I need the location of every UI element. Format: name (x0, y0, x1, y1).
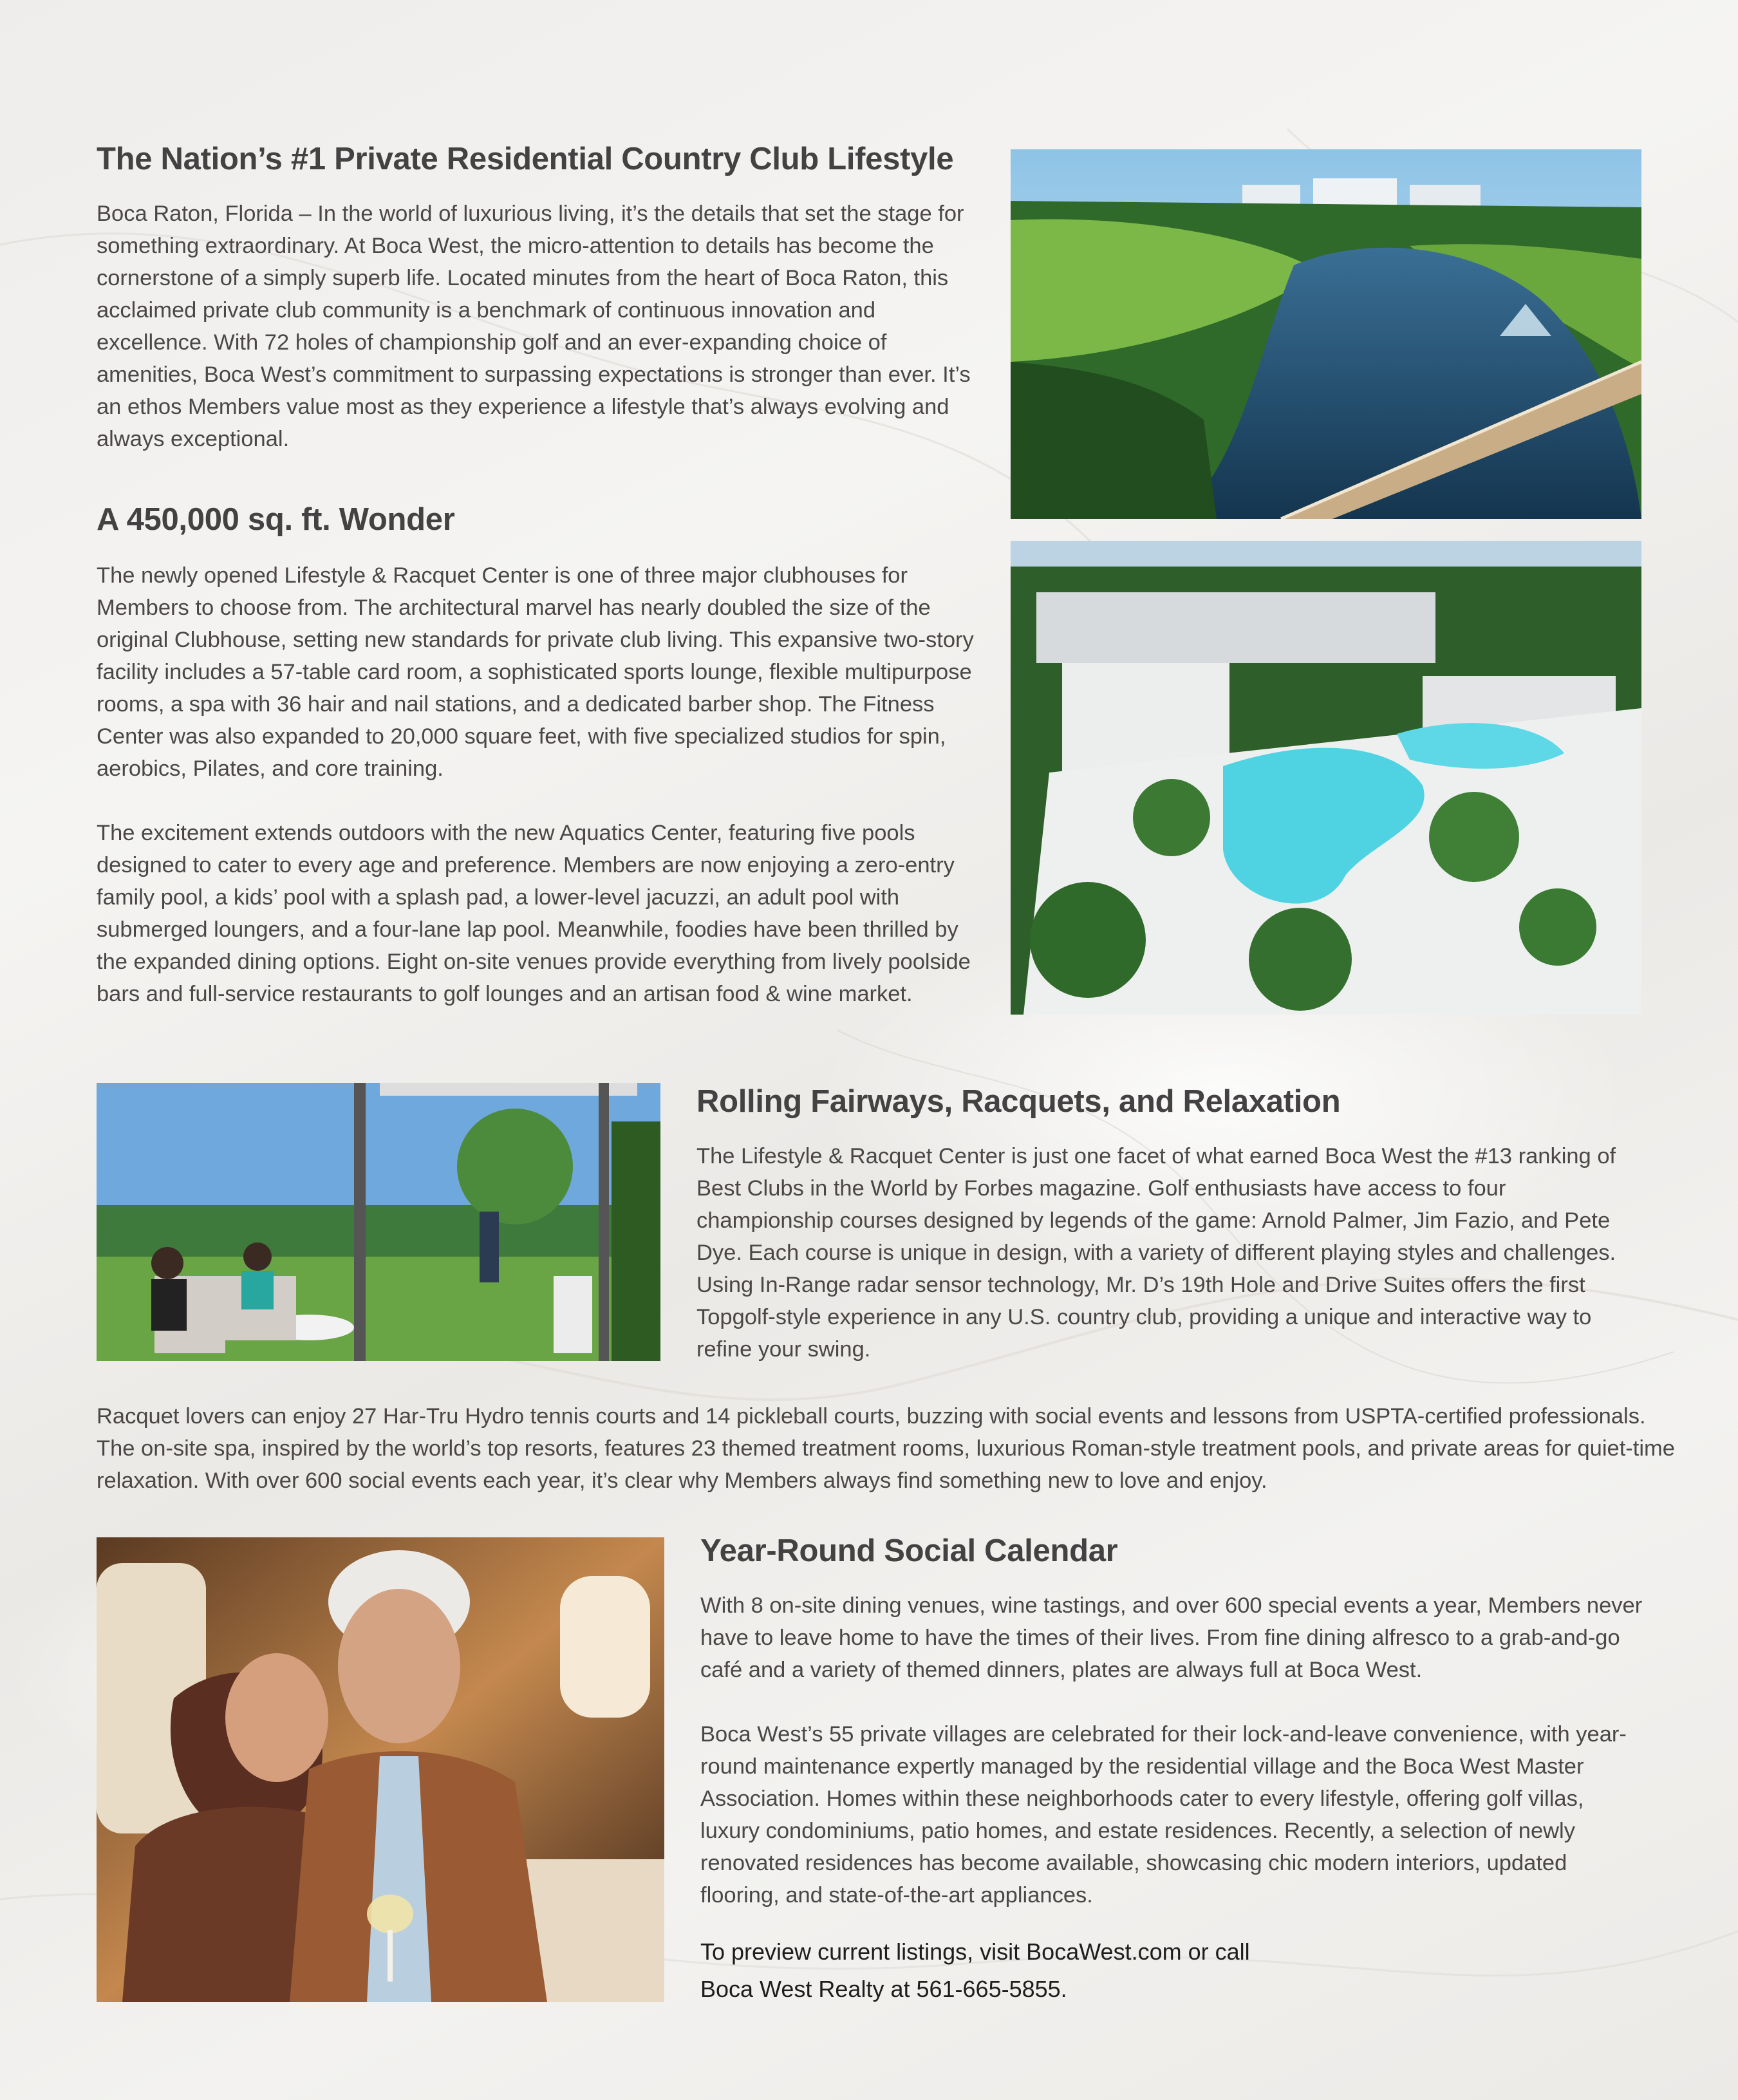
intro-heading: The Nation’s #1 Private Residential Country Club Lifestyle (97, 142, 954, 176)
wonder-paragraph-1: The newly opened Lifestyle & Racquet Center is one of three major clubhouses for Members to choose from. The architectural marvel has nearly doubled the size of the original Clubhouse, setting new standards for private club living. This expansive two-story facility includes a 57-table card room, a sophisticated sports lounge, flexible multipurpose rooms, a spa with 36 hair and nail stations, and a dedicated barber shop. The Fitness Center was also expanded to 20,000 square feet, with five specialized studios for spin, aerobics, Pilates, and core training. (97, 563, 974, 781)
social-heading: Year-Round Social Calendar (700, 1533, 1118, 1568)
fairways-section (696, 1083, 1662, 1365)
golf-simulator-photo (97, 1083, 660, 1361)
cta-line-2: Boca West Realty at 561-665-5855. (700, 1975, 1067, 2002)
golf-course-lake-photo (1011, 149, 1641, 519)
social-paragraph-1: With 8 on-site dining venues, wine tastings, and over 600 special events a year, Members never have to leave home to have the times of their lives. From fine dining alfresco to a grab-and-go café and a variety of themed dinners, plates are always full at Boca West. (700, 1593, 1643, 1682)
couple-private-jet-photo (97, 1537, 664, 2002)
racquet-paragraph: Racquet lovers can enjoy 27 Har-Tru Hydro tennis courts and 14 pickleball courts, buzzing with social events and lessons from USPTA-certified professionals. The on-site spa, inspired by the world’s top resorts, features 23 themed treatment rooms, luxurious Roman-style treatment pools, and private areas for quiet-time relaxation. With over 600 social events each year, it’s clear why Members always find something new to love and enjoy. (97, 1404, 1675, 1493)
aquatics-center-photo (1011, 541, 1641, 1015)
intro-body: Boca Raton, Florida – In the world of luxurious living, it’s the details that set the stage for something extraordinary. At Boca West, the micro-attention to details has become the cornerstone of a simply superb life. Located minutes from the heart of Boca Raton, this acclaimed private club community is a benchmark of continuous innovation and excellence. With 72 holes of championship golf and an ever-expanding choice of amenities, Boca West’s commitment to surpassing expectations is stronger than ever. It’s an ethos Members value most as they experience a lifestyle that’s always evolving and always exceptional. (97, 201, 971, 451)
social-calendar-section (700, 1532, 1653, 2008)
cta-line-1: To preview current listings, visit BocaWest.com or call (700, 1938, 1250, 1965)
wonder-heading: A 450,000 sq. ft. Wonder (97, 502, 455, 537)
wonder-section (97, 501, 985, 1010)
social-paragraph-2: Boca West’s 55 private villages are celebrated for their lock-and-leave convenience, with year-round maintenance expertly managed by the residential village and the Boca West Master Association. Homes within these neighborhoods cater to every lifestyle, offering golf villas, luxury condominiums, patio homes, and estate residences. Recently, a selection of newly renovated residences has become available, showcasing chic modern interiors, updated flooring, and state-of-the-art appliances. (700, 1721, 1627, 1908)
listings-cta (700, 1933, 1653, 2008)
intro-section (97, 140, 998, 455)
fairways-heading: Rolling Fairways, Racquets, and Relaxation (696, 1084, 1341, 1119)
wonder-paragraph-2: The excitement extends outdoors with the new Aquatics Center, featuring five pools designed to cater to every age and preference. Members are now enjoying a zero-entry family pool, a kids’ pool with a splash pad, a lower-level jacuzzi, an adult pool with submerged loungers, and a four-lane lap pool. Meanwhile, foodies have been thrilled by the expanded dining options. Eight on-site venues provide everything from lively poolside bars and full-service restaurants to golf lounges and an artisan food & wine market. (97, 820, 971, 1006)
fairways-body: The Lifestyle & Racquet Center is just one facet of what earned Boca West the #13 ranking of Best Clubs in the World by Forbes magazine. Golf enthusiasts have access to four championship courses designed by legends of the game: Arnold Palmer, Jim Fazio, and Pete Dye. Each course is unique in design, with a variety of different playing styles and challenges. Using In-Range radar sensor technology, Mr. D’s 19th Hole and Drive Suites offers the first Topgolf-style experience in any U.S. country club, providing a unique and interactive way to refine your swing. (696, 1143, 1616, 1362)
racquet-section (97, 1400, 1687, 1497)
